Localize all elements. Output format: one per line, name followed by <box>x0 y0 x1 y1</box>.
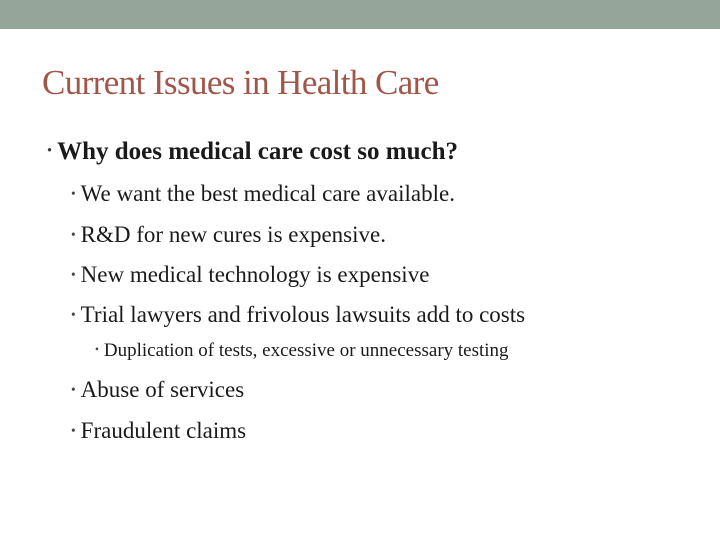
sub-bullet-text: R&D for new cures is expensive. <box>80 222 386 247</box>
bullet-main-text: Why does medical care cost so much? <box>57 138 458 165</box>
bullet-dot-icon: • <box>71 381 76 397</box>
bullet-dot-icon: • <box>47 143 53 160</box>
bullet-dot-icon: • <box>95 344 99 357</box>
sub-bullet-best-care <box>71 178 455 213</box>
bullet-dot-icon: • <box>71 422 76 438</box>
sub-bullet-fraud <box>71 415 246 450</box>
sub-bullet-text: Abuse of services <box>80 377 245 402</box>
top-accent-bar <box>0 0 720 29</box>
sub-bullet-rnd <box>71 219 386 254</box>
bullet-main <box>47 134 458 173</box>
sub-sub-bullet-text: Duplication of tests, excessive or unnecessary testing <box>103 340 509 361</box>
sub-bullet-technology <box>71 259 429 294</box>
sub-sub-bullet-duplication <box>95 337 509 367</box>
slide-title: Current Issues in Health Care <box>42 63 439 102</box>
sub-bullet-lawsuits <box>71 299 525 334</box>
bullet-dot-icon: • <box>71 226 76 242</box>
bullet-dot-icon: • <box>71 185 76 201</box>
bullet-dot-icon: • <box>71 306 76 322</box>
sub-bullet-text: Trial lawyers and frivolous lawsuits add to costs <box>80 302 526 327</box>
sub-bullet-abuse <box>71 374 244 409</box>
bullet-dot-icon: • <box>71 266 76 282</box>
sub-bullet-text: Fraudulent claims <box>80 418 247 443</box>
sub-bullet-text: We want the best medical care available. <box>80 181 455 206</box>
sub-bullet-text: New medical technology is expensive <box>80 262 430 287</box>
